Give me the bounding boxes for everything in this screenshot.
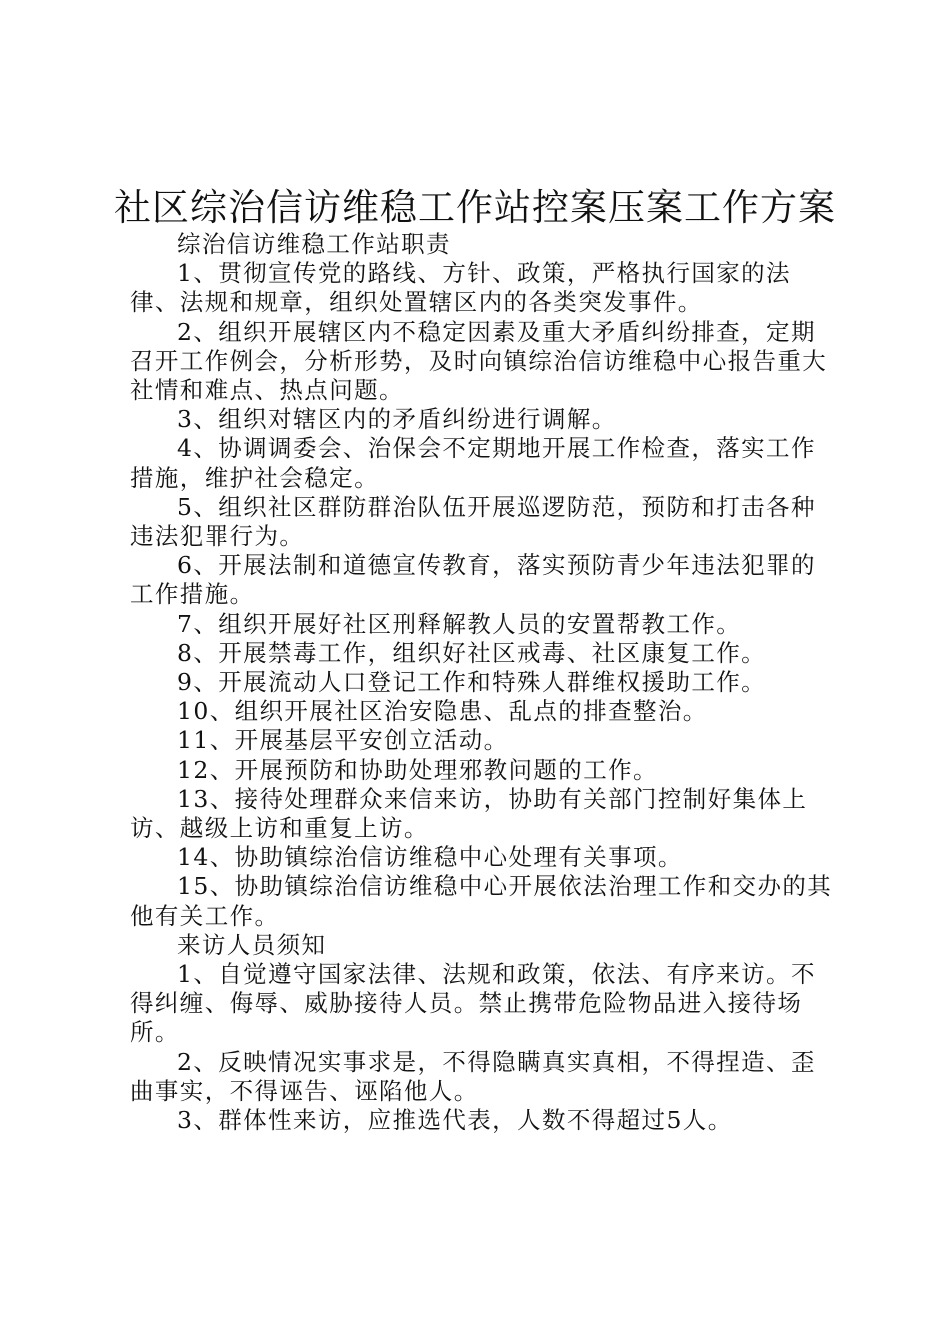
duty-item-3: 3、组织对辖区内的矛盾纠纷进行调解。 bbox=[177, 405, 617, 434]
duty-item-8: 8、开展禁毒工作，组织好社区戒毒、社区康复工作。 bbox=[177, 638, 767, 667]
notice-item-2: 2、反映情况实事求是，不得隐瞒真实真相，不得捏造、歪曲事实，不得诬告、诬陷他人。 bbox=[130, 1047, 816, 1105]
notice-item-1: 1、自觉遵守国家法律、法规和政策，依法、有序来访。不得纠缠、侮辱、威胁接待人员。禁止携带危险物品进入接待场所。 bbox=[130, 960, 816, 1047]
notice-item-3: 3、群体性来访，应推选代表，人数不得超过5人。 bbox=[177, 1106, 733, 1135]
section-heading-duties: 综治信访维稳工作站职责 bbox=[177, 230, 451, 258]
duty-item-15: 15、协助镇综治信访维稳中心开展依法治理工作和交办的其他有关工作。 bbox=[130, 872, 833, 930]
duty-item-11: 11、开展基层平安创立活动。 bbox=[177, 726, 509, 755]
duty-item-4: 4、协调调委会、治保会不定期地开展工作检查，落实工作措施，维护社会稳定。 bbox=[130, 434, 816, 492]
duty-item-1: 1、贯彻宣传党的路线、方针、政策，严格执行国家的法律、法规和规章，组织处置辖区内的各类突发事件。 bbox=[130, 259, 791, 317]
duty-item-2: 2、组织开展辖区内不稳定因素及重大矛盾纠纷排查，定期召开工作例会，分析形势，及时向镇综治信访维稳中心报告重大社情和难点、热点问题。 bbox=[130, 317, 828, 405]
document-body bbox=[130, 230, 835, 1135]
section-heading-visitor-notice: 来访人员须知 bbox=[177, 930, 327, 959]
duty-item-12: 12、开展预防和协助处理邪教问题的工作。 bbox=[177, 755, 658, 784]
duty-item-10: 10、组织开展社区治安隐患、乱点的排查整治。 bbox=[177, 697, 708, 726]
duty-item-14: 14、协助镇综治信访维稳中心处理有关事项。 bbox=[177, 843, 683, 872]
duty-item-7: 7、组织开展好社区刑释解教人员的安置帮教工作。 bbox=[177, 609, 742, 638]
document-title: 社区综治信访维稳工作站控案压案工作方案 bbox=[114, 186, 836, 229]
duty-item-6: 6、开展法制和道德宣传教育，落实预防青少年违法犯罪的工作措施。 bbox=[130, 551, 816, 609]
duty-item-5: 5、组织社区群防群治队伍开展巡逻防范，预防和打击各种违法犯罪行为。 bbox=[130, 492, 816, 551]
duty-item-9: 9、开展流动人口登记工作和特殊人群维权援助工作。 bbox=[177, 668, 767, 697]
duty-item-13: 13、接待处理群众来信来访，协助有关部门控制好集体上访、越级上访和重复上访。 bbox=[130, 784, 808, 843]
